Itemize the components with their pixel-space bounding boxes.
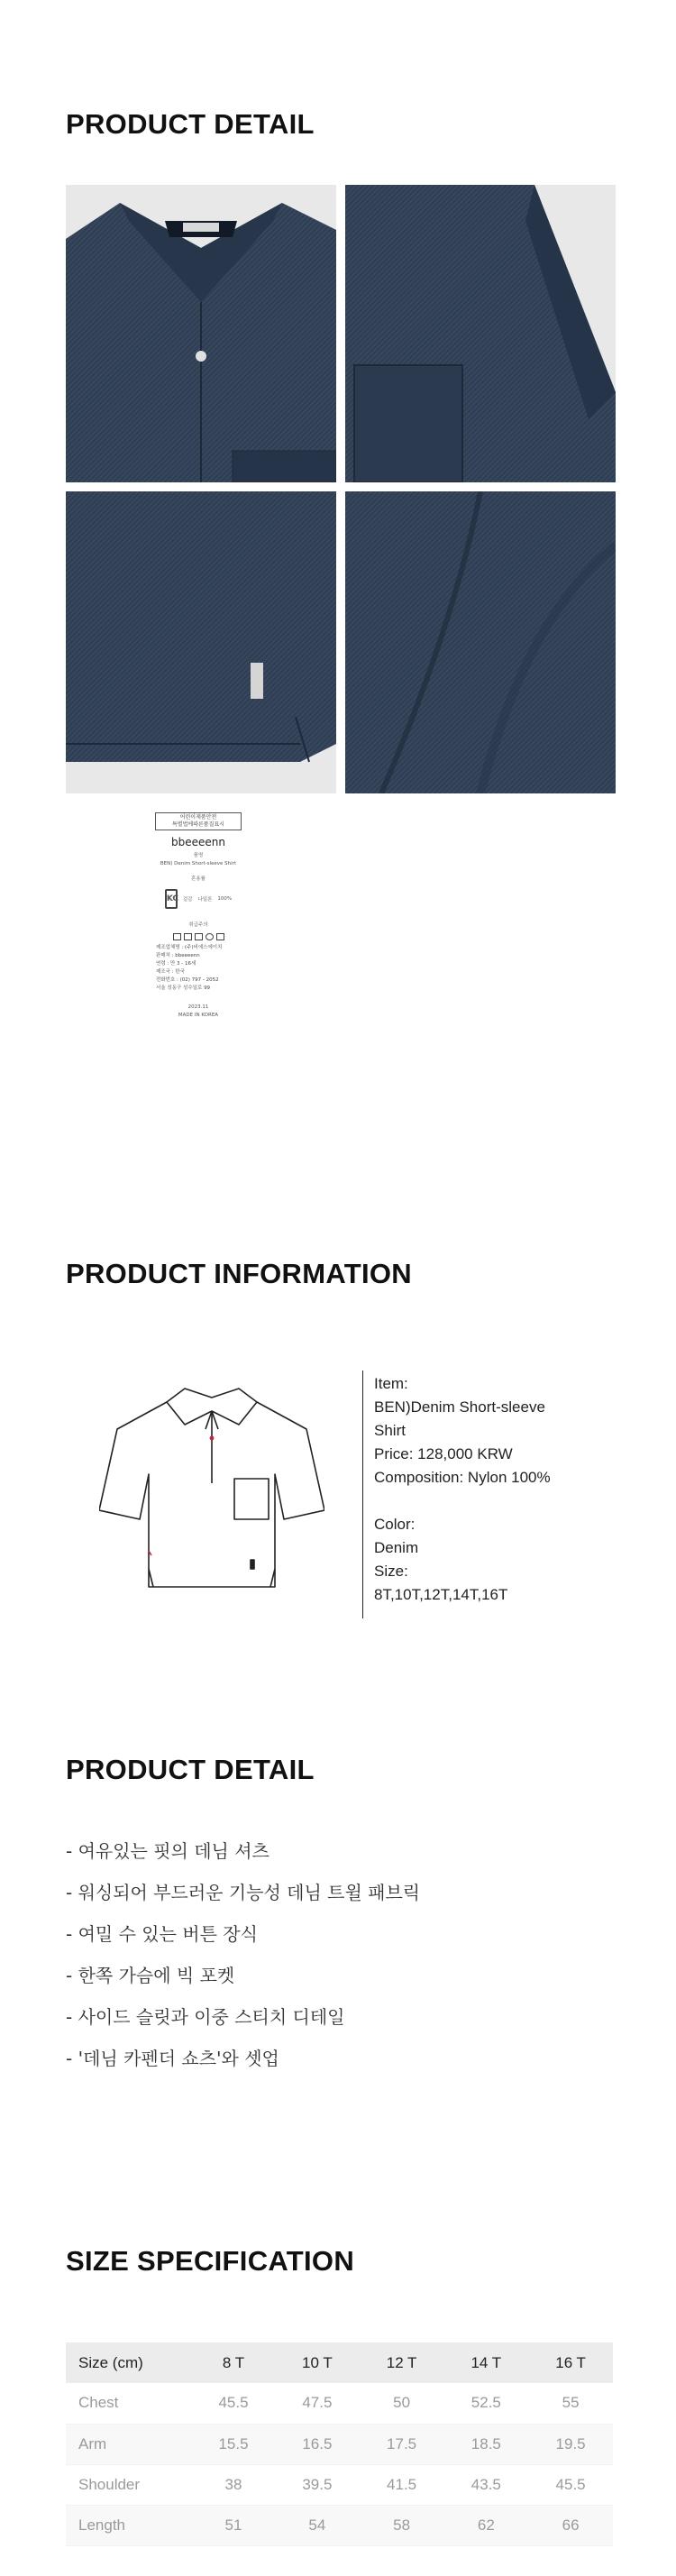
list-item: - '데님 카펜더 쇼츠'와 셋업 (66, 2048, 279, 2069)
table-cell: 39.5 (275, 2464, 360, 2505)
table-cell: 52.5 (443, 2383, 528, 2424)
care-label-fabric-label: 혼용률 (191, 876, 206, 882)
table-row-label: Chest (66, 2383, 192, 2424)
fabric-percent: 100% (217, 896, 233, 902)
table-header-cell: 14 T (443, 2342, 528, 2383)
list-item: - 여밀 수 있는 버튼 장식 (66, 1923, 258, 1945)
care-label-safety-box (155, 812, 242, 830)
detail-bullet-list (66, 1830, 420, 2079)
dryclean-icon (206, 933, 214, 940)
table-cell: 38 (192, 2464, 275, 2505)
table-cell: 58 (360, 2505, 444, 2545)
table-row-label: Shoulder (66, 2464, 192, 2505)
info-line-color-label: Color: (374, 1516, 416, 1533)
table-cell: 54 (275, 2505, 360, 2545)
fabric-material: 나일론 (197, 897, 213, 903)
table-header-cell: 10 T (275, 2342, 360, 2383)
table-header-cell: 12 T (360, 2342, 444, 2383)
bleach-icon (184, 933, 192, 940)
care-label-product-name: BEN) Denim Short-sleeve Shirt (160, 861, 237, 866)
table-row-label: Length (66, 2505, 192, 2545)
care-label-detail-line: 판매처 : bbeeeenn (156, 953, 200, 958)
table-header-row (66, 2342, 613, 2383)
info-divider (362, 1371, 363, 1618)
info-line-size-label: Size: (374, 1563, 408, 1580)
table-header-cell: Size (cm) (66, 2342, 192, 2383)
table-row (66, 2505, 613, 2545)
table-header-cell: 8 T (192, 2342, 275, 2383)
care-label-detail-line: 전화번호 : (02) 797 - 2052 (156, 977, 219, 983)
section-title-product-detail-2: PRODUCT DETAIL (66, 1754, 315, 1785)
wash-icon (173, 933, 181, 940)
care-label-box-line: 특별법에따른품질표시 (172, 821, 224, 828)
table-cell: 47.5 (275, 2383, 360, 2424)
table-cell: 50 (360, 2383, 444, 2424)
table-cell: 17.5 (360, 2424, 444, 2464)
list-item: - 한쪽 가슴에 빅 포켓 (66, 1965, 235, 1986)
list-item: - 사이드 슬릿과 이중 스티치 디테일 (66, 2006, 345, 2028)
list-item: - 여유있는 핏의 데님 셔츠 (66, 1840, 269, 1862)
info-line-color-value: Denim (374, 1539, 419, 1556)
info-line-composition: Composition: Nylon 100% (374, 1469, 551, 1486)
care-label-product-label: 품명 (193, 853, 204, 858)
table-row (66, 2464, 613, 2505)
shirt-flat-sketch (99, 1384, 324, 1596)
table-cell: 43.5 (443, 2464, 528, 2505)
info-line-item-label: Item: (374, 1375, 408, 1392)
care-label-detail-line: 서울 성동구 성수일로 99 (156, 985, 211, 991)
product-info-text (374, 1372, 590, 1607)
care-label-made-in: MADE IN KOREA (178, 1013, 219, 1018)
care-label-brand: bbeeeenn (171, 836, 225, 848)
fabric-part: 겉감 (182, 897, 193, 903)
table-cell: 19.5 (528, 2424, 613, 2464)
tumble-dry-icon (216, 933, 224, 940)
section-title-product-detail: PRODUCT DETAIL (66, 108, 315, 140)
info-line-size-value: 8T,10T,12T,14T,16T (374, 1586, 508, 1603)
care-label-fabric-row (149, 889, 248, 909)
table-cell: 41.5 (360, 2464, 444, 2505)
photo-hem-detail (66, 491, 336, 793)
table-cell: 45.5 (192, 2383, 275, 2424)
table-header-cell: 16 T (528, 2342, 613, 2383)
section-title-product-information: PRODUCT INFORMATION (66, 1258, 412, 1289)
photo-sleeve-detail (345, 185, 616, 482)
care-label-detail-line: 연령 : 만 3 - 16세 (156, 961, 196, 967)
table-cell: 51 (192, 2505, 275, 2545)
photo-collar-detail (66, 185, 336, 482)
table-cell: 55 (528, 2383, 613, 2424)
table-cell: 15.5 (192, 2424, 275, 2464)
care-label-date: 2023.11 (187, 1004, 209, 1010)
info-line-item-name: BEN)Denim Short-sleeve (374, 1398, 545, 1416)
kc-certification-icon: KC (165, 889, 178, 909)
care-label-detail-line: 제조국 : 한국 (156, 969, 185, 975)
iron-icon (195, 933, 203, 940)
info-spacer (374, 1490, 590, 1513)
laundry-care-icons (149, 933, 248, 940)
care-label-detail-line: 제조업체명 : (주)비에스에이치 (156, 945, 223, 950)
table-cell: 62 (443, 2505, 528, 2545)
table-row-label: Arm (66, 2424, 192, 2464)
table-cell: 16.5 (275, 2424, 360, 2464)
care-label (149, 807, 248, 1095)
table-cell: 18.5 (443, 2424, 528, 2464)
table-row (66, 2383, 613, 2424)
list-item: - 워싱되어 부드러운 기능성 데님 트윌 패브릭 (66, 1882, 421, 1903)
size-table (66, 2342, 613, 2546)
section-title-size-specification: SIZE SPECIFICATION (66, 2245, 355, 2277)
info-line-price: Price: 128,000 KRW (374, 1445, 513, 1462)
table-cell: 45.5 (528, 2464, 613, 2505)
photo-fabric-detail (345, 491, 616, 793)
care-label-box-line: 어린이제품안전 (179, 814, 217, 820)
care-label-details (149, 944, 248, 993)
table-row (66, 2424, 613, 2464)
care-label-notice-label: 취급주의 (188, 922, 208, 928)
table-cell: 66 (528, 2505, 613, 2545)
info-line-item-name-cont: Shirt (374, 1422, 406, 1439)
